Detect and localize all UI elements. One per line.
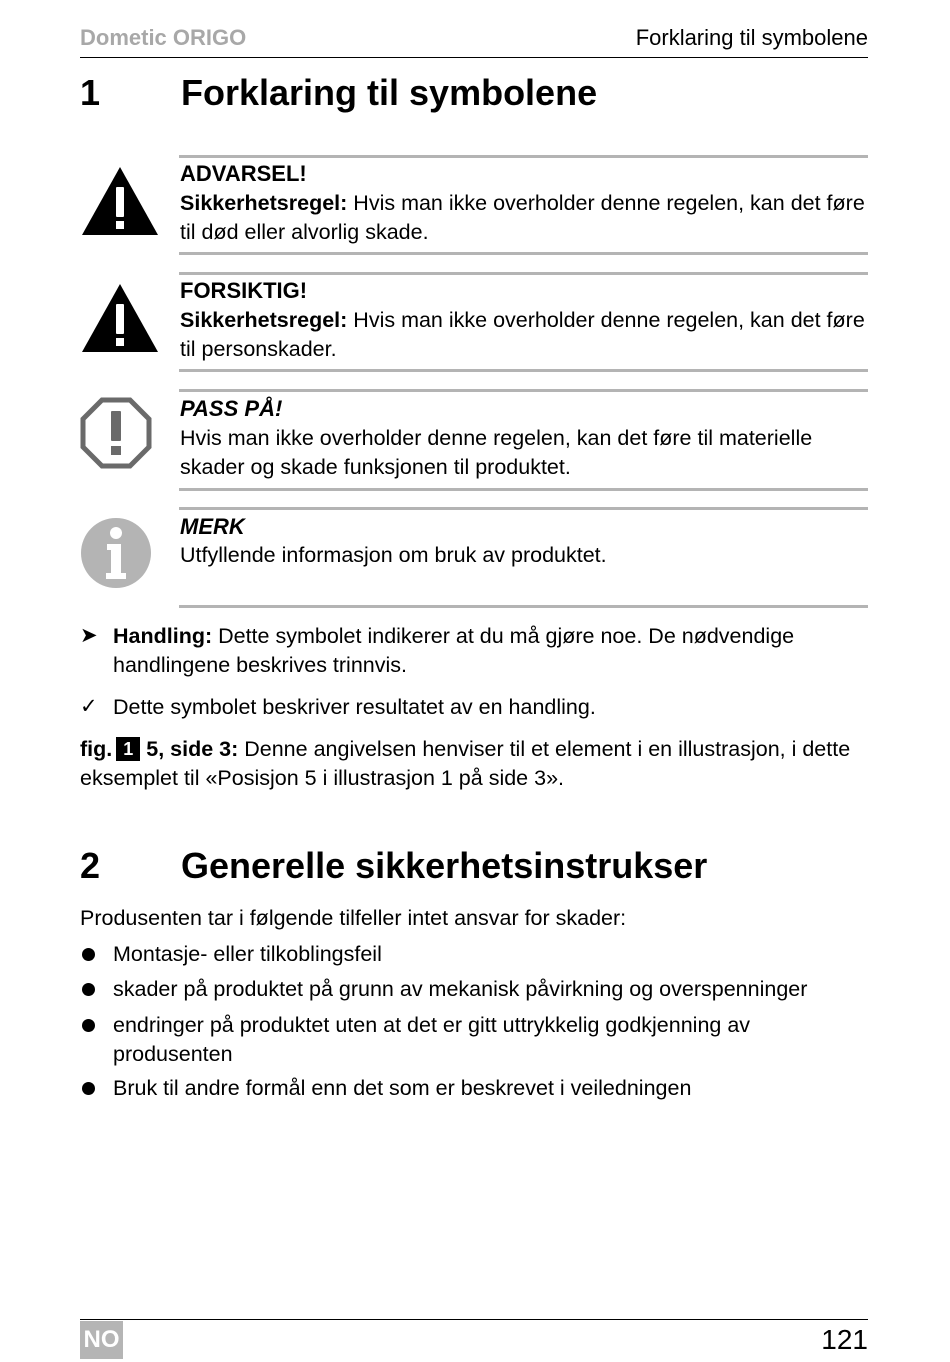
symbol-text: Hvis man ikke overholder denne regelen, kan det føre til materielle skader og skade funksjonen til produktet. <box>180 426 813 479</box>
rule <box>179 272 868 275</box>
list-item: Montasje- eller tilkoblingsfeil <box>80 940 868 969</box>
caution-triangle-icon <box>80 282 160 354</box>
page-number: 121 <box>821 1324 868 1355</box>
info-circle-icon <box>80 517 152 589</box>
figure-reference-paragraph: fig. 1 5, side 3: Denne angivelsen henviser til et element i en illustrasjon, i dette eksemplet til «Posisjon 5 i illustrasjon 1 på side 3». <box>80 737 851 790</box>
notice-octagon-icon <box>80 397 152 469</box>
section-number: 1 <box>80 72 101 113</box>
symbol-text: Utfyllende informasjon om bruk av produktet. <box>180 543 607 567</box>
symbol-caution <box>80 272 868 372</box>
figure-number-box: 1 <box>116 737 140 761</box>
section-2-intro: Produsenten tar i følgende tilfeller intet ansvar for skader: <box>80 906 627 930</box>
header-section-title: Forklaring til symbolene <box>635 25 868 50</box>
section-title: Generelle sikkerhetsinstrukser <box>181 845 708 886</box>
language-badge: NO <box>80 1321 123 1359</box>
rule <box>179 252 868 255</box>
brand-name: Dometic ORIGO <box>80 25 247 50</box>
running-header <box>80 25 868 53</box>
rule <box>179 507 868 510</box>
arrow-icon: ➤ <box>80 624 98 647</box>
list-item: skader på produktet på grunn av mekanisk påvirkning og overspenninger <box>80 975 868 1004</box>
bullet-icon <box>82 948 95 961</box>
action-paragraph: ➤ Handling: Dette symbolet indikerer at du må gjøre noe. De nødvendige handlingene beskrives trinnvis. <box>80 624 795 677</box>
symbol-notice <box>80 389 868 491</box>
list-item: Bruk til andre formål enn det som er beskrevet i veiledningen <box>80 1074 868 1103</box>
symbol-title: PASS PÅ! <box>180 396 283 421</box>
rule <box>179 389 868 392</box>
checkmark-icon: ✓ <box>80 695 98 718</box>
bullet-icon <box>82 983 95 996</box>
section-title: Forklaring til symbolene <box>181 72 598 113</box>
rule <box>179 488 868 491</box>
rule <box>179 369 868 372</box>
footer-rule <box>80 1319 868 1320</box>
symbol-text: Sikkerhetsregel: Hvis man ikke overholder denne regelen, kan det føre til personskader. <box>180 308 865 361</box>
rule <box>179 605 868 608</box>
section-number: 2 <box>80 845 101 886</box>
list-item: endringer på produktet uten at det er gitt uttrykkelig godkjenning av produsenten <box>80 1011 868 1068</box>
result-paragraph: ✓ Dette symbolet beskriver resultatet av en handling. <box>80 693 868 722</box>
bullet-icon <box>82 1019 95 1032</box>
rule <box>179 155 868 158</box>
symbol-title: ADVARSEL! <box>180 161 307 186</box>
warning-triangle-icon <box>80 165 160 237</box>
header-rule <box>80 57 868 58</box>
symbol-warning <box>80 155 868 255</box>
symbol-text: Sikkerhetsregel: Hvis man ikke overholder denne regelen, kan det føre til død eller alvorlig skade. <box>180 191 865 244</box>
document-page <box>80 0 868 1362</box>
symbol-title: FORSIKTIG! <box>180 278 308 303</box>
symbol-title: MERK <box>180 514 245 539</box>
symbol-note <box>80 507 868 608</box>
bullet-icon <box>82 1082 95 1095</box>
